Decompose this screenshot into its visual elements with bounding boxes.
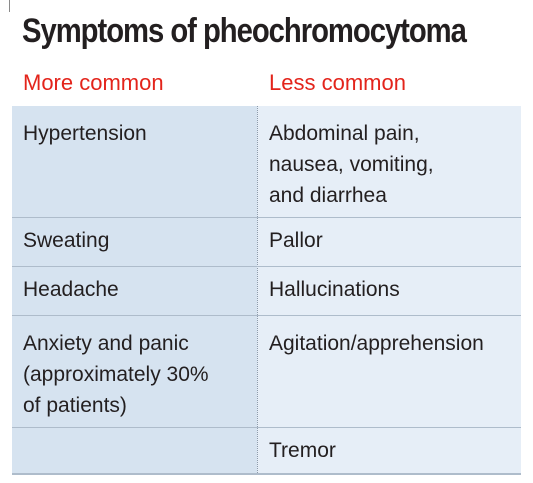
cell-more-common: Sweating [23,229,110,252]
cell-more-common: Headache [23,278,119,301]
table-row [12,106,521,217]
cell-less-common: Abdominal pain, nausea, vomiting, and diarrhea [269,122,434,207]
table-row [12,267,521,315]
table-row [12,218,521,266]
cell-more-common: Hypertension [23,122,147,145]
cell-less-common: Agitation/apprehension [269,332,484,355]
column-header-less-common: Less common [269,70,406,95]
crop-mark [9,0,10,12]
cell-less-common: Tremor [269,439,336,462]
column-header-more-common: More common [23,70,164,95]
table-row [12,428,521,473]
table-bottom-rule [12,473,521,475]
table-body [12,106,521,473]
cell-less-common: Hallucinations [269,278,400,301]
cell-more-common: Anxiety and panic (approximately 30% of patients) [23,332,209,417]
figure-title: Symptoms of pheochromocytoma [22,12,466,50]
symptoms-table [12,62,521,478]
cell-less-common: Pallor [269,229,323,252]
table-row [12,316,521,427]
